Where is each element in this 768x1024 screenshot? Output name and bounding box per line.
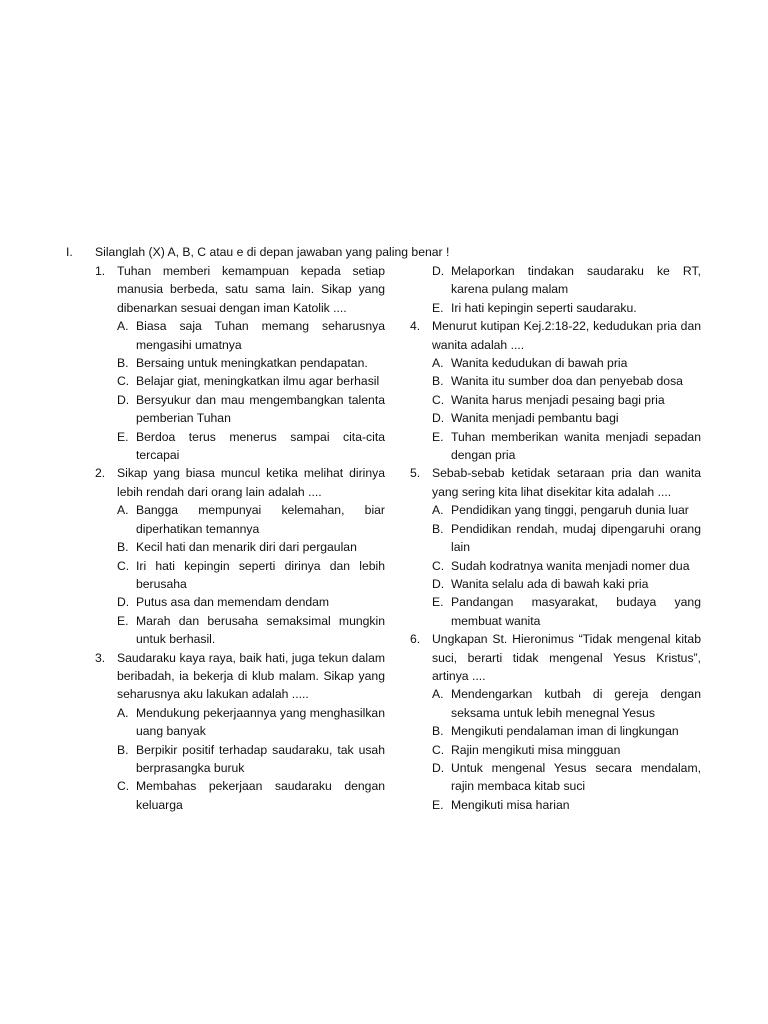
option-letter: E. bbox=[432, 595, 444, 610]
option-e[interactable] bbox=[117, 612, 385, 649]
option-d[interactable] bbox=[432, 262, 701, 299]
option-text: Pendidikan yang tinggi, pengaruh dunia luar bbox=[451, 503, 689, 518]
question-number: 4. bbox=[410, 319, 421, 334]
option-text: Rajin mengikuti misa mingguan bbox=[451, 742, 621, 757]
option-letter: E. bbox=[432, 797, 444, 812]
option-a[interactable] bbox=[117, 501, 385, 538]
option-text: Wanita selalu ada di bawah kaki pria bbox=[451, 576, 649, 591]
option-c[interactable] bbox=[117, 557, 385, 594]
question-6 bbox=[410, 630, 701, 814]
section-number: I. bbox=[66, 245, 73, 259]
option-letter: A. bbox=[432, 687, 444, 702]
option-letter: C. bbox=[432, 392, 445, 407]
question-number: 6. bbox=[410, 632, 421, 647]
question-text: Saudaraku kaya raya, baik hati, juga tekun dalam beribadah, ia bekerja di klub malam. Sikap yang seharusnya aku lakukan adalah ..... bbox=[117, 650, 385, 702]
option-text: Bersaing untuk meningkatkan pendapatan. bbox=[136, 356, 368, 371]
option-c[interactable] bbox=[117, 777, 385, 814]
option-text: Mengikuti misa harian bbox=[451, 797, 570, 812]
option-letter: D. bbox=[117, 595, 130, 610]
option-c[interactable] bbox=[432, 391, 701, 409]
option-text: Wanita kedudukan di bawah pria bbox=[451, 356, 628, 371]
option-letter: B. bbox=[117, 356, 129, 371]
option-a[interactable] bbox=[117, 317, 385, 354]
option-letter: D. bbox=[432, 411, 445, 426]
option-letter: B. bbox=[432, 724, 444, 739]
option-text: Bangga mempunyai kelemahan, biar diperhatikan temannya bbox=[136, 503, 385, 536]
option-letter: B. bbox=[117, 742, 129, 757]
option-b[interactable] bbox=[117, 741, 385, 778]
option-letter: C. bbox=[117, 558, 130, 573]
option-text: Marah dan berusaha semaksimal mungkin untuk berhasil. bbox=[136, 613, 385, 647]
option-text: Membahas pekerjaan saudaraku dengan keluarga bbox=[136, 779, 385, 812]
option-a[interactable] bbox=[432, 501, 701, 519]
option-letter: D. bbox=[432, 760, 445, 775]
option-letter: C. bbox=[117, 779, 130, 794]
option-text: Putus asa dan memendam dendam bbox=[136, 595, 330, 610]
question-number: 5. bbox=[410, 466, 421, 481]
question-text: Sebab-sebab ketidak setaraan pria dan wanita yang sering kita lihat disekitar kita adalah .... bbox=[432, 466, 701, 499]
option-letter: C. bbox=[117, 374, 130, 389]
option-letter: E. bbox=[117, 613, 129, 628]
option-e[interactable] bbox=[432, 796, 701, 814]
option-d[interactable] bbox=[432, 575, 701, 593]
question-3-continued bbox=[410, 262, 701, 317]
option-b[interactable] bbox=[432, 372, 701, 390]
option-text: Iri hati kepingin seperti saudaraku. bbox=[451, 300, 637, 315]
option-text: Wanita harus menjadi pesaing bagi pria bbox=[451, 392, 665, 407]
option-letter: C. bbox=[432, 558, 445, 573]
option-a[interactable] bbox=[432, 685, 701, 722]
option-letter: B. bbox=[432, 521, 444, 536]
option-b[interactable] bbox=[432, 722, 701, 740]
option-text: Biasa saja Tuhan memang seharusnya mengasihi umatnya bbox=[136, 319, 385, 352]
option-d[interactable] bbox=[117, 391, 385, 428]
option-d[interactable] bbox=[432, 759, 701, 796]
option-text: Iri hati kepingin seperti dirinya dan lebih berusaha bbox=[136, 558, 385, 591]
option-text: Bersyukur dan mau mengembangkan talenta pemberian Tuhan bbox=[136, 392, 385, 426]
option-e[interactable] bbox=[432, 428, 701, 465]
option-letter: D. bbox=[117, 392, 130, 407]
option-c[interactable] bbox=[432, 557, 701, 575]
option-text: Wanita itu sumber doa dan penyebab dosa bbox=[451, 374, 683, 389]
option-text: Untuk mengenal Yesus secara mendalam, rajin membaca kitab suci bbox=[451, 760, 701, 794]
right-column bbox=[410, 262, 701, 814]
option-letter: C. bbox=[432, 742, 445, 757]
option-b[interactable] bbox=[117, 354, 385, 372]
question-4 bbox=[410, 317, 701, 464]
option-letter: D. bbox=[432, 576, 445, 591]
option-e[interactable] bbox=[432, 299, 701, 317]
option-b[interactable] bbox=[117, 538, 385, 556]
option-c[interactable] bbox=[432, 741, 701, 759]
section-instruction: Silanglah (X) A, B, C atau e di depan jawaban yang paling benar ! bbox=[95, 245, 450, 259]
option-a[interactable] bbox=[432, 354, 701, 372]
option-letter: A. bbox=[117, 705, 129, 720]
left-column bbox=[95, 262, 385, 814]
option-letter: A. bbox=[117, 503, 129, 518]
option-text: Sudah kodratnya wanita menjadi nomer dua bbox=[451, 558, 690, 573]
option-text: Wanita menjadi pembantu bagi bbox=[451, 411, 619, 426]
option-text: Mendukung pekerjaannya yang menghasilkan uang banyak bbox=[136, 705, 385, 739]
option-text: Melaporkan tindakan saudaraku ke RT, karena pulang malam bbox=[451, 264, 701, 297]
option-text: Mengikuti pendalaman iman di lingkungan bbox=[451, 724, 679, 739]
option-letter: A. bbox=[432, 356, 444, 371]
option-letter: E. bbox=[432, 300, 444, 315]
question-5 bbox=[410, 464, 701, 630]
option-letter: D. bbox=[432, 264, 445, 278]
option-letter: E. bbox=[117, 429, 129, 444]
question-text: Tuhan memberi kemampuan kepada setiap manusia berbeda, satu sama lain. Sikap yang dibenarkan sesuai dengan iman Katolik .... bbox=[117, 264, 385, 315]
option-e[interactable] bbox=[432, 593, 701, 630]
option-a[interactable] bbox=[117, 704, 385, 741]
option-text: Pandangan masyarakat, budaya yang membuat wanita bbox=[451, 595, 701, 628]
option-text: Tuhan memberikan wanita menjadi sepadan dengan pria bbox=[451, 429, 701, 463]
option-text: Pendidikan rendah, mudaj dipengaruhi orang lain bbox=[451, 521, 701, 555]
question-number: 1. bbox=[95, 264, 106, 278]
question-text: Ungkapan St. Hieronimus “Tidak mengenal kitab suci, berarti tidak mengenal Yesus Kristus”, artinya .... bbox=[432, 632, 701, 683]
question-number: 2. bbox=[95, 466, 106, 481]
option-text: Berdoa terus menerus sampai cita-cita tercapai bbox=[136, 429, 385, 463]
question-text: Sikap yang biasa muncul ketika melihat dirinya lebih rendah dari orang lain adalah .... bbox=[117, 466, 385, 499]
option-b[interactable] bbox=[432, 520, 701, 557]
question-3 bbox=[95, 649, 385, 815]
option-text: Mendengarkan kutbah di gereja dengan seksama untuk lebih menegnal Yesus bbox=[451, 687, 701, 720]
option-d[interactable] bbox=[117, 593, 385, 611]
option-d[interactable] bbox=[432, 409, 701, 427]
option-text: Kecil hati dan menarik diri dari pergaulan bbox=[136, 540, 357, 555]
question-text: Menurut kutipan Kej.2:18-22, kedudukan pria dan wanita adalah .... bbox=[432, 319, 701, 352]
option-letter: A. bbox=[117, 319, 129, 334]
question-2 bbox=[95, 464, 385, 648]
option-e[interactable] bbox=[117, 428, 385, 465]
option-c[interactable] bbox=[117, 372, 385, 390]
option-letter: E. bbox=[432, 429, 444, 444]
option-text: Belajar giat, meningkatkan ilmu agar berhasil bbox=[136, 374, 380, 389]
question-1 bbox=[95, 262, 385, 464]
question-number: 3. bbox=[95, 650, 106, 665]
option-text: Berpikir positif terhadap saudaraku, tak usah berprasangka buruk bbox=[136, 742, 385, 775]
option-letter: A. bbox=[432, 503, 444, 518]
option-letter: B. bbox=[432, 374, 444, 389]
option-letter: B. bbox=[117, 540, 129, 555]
